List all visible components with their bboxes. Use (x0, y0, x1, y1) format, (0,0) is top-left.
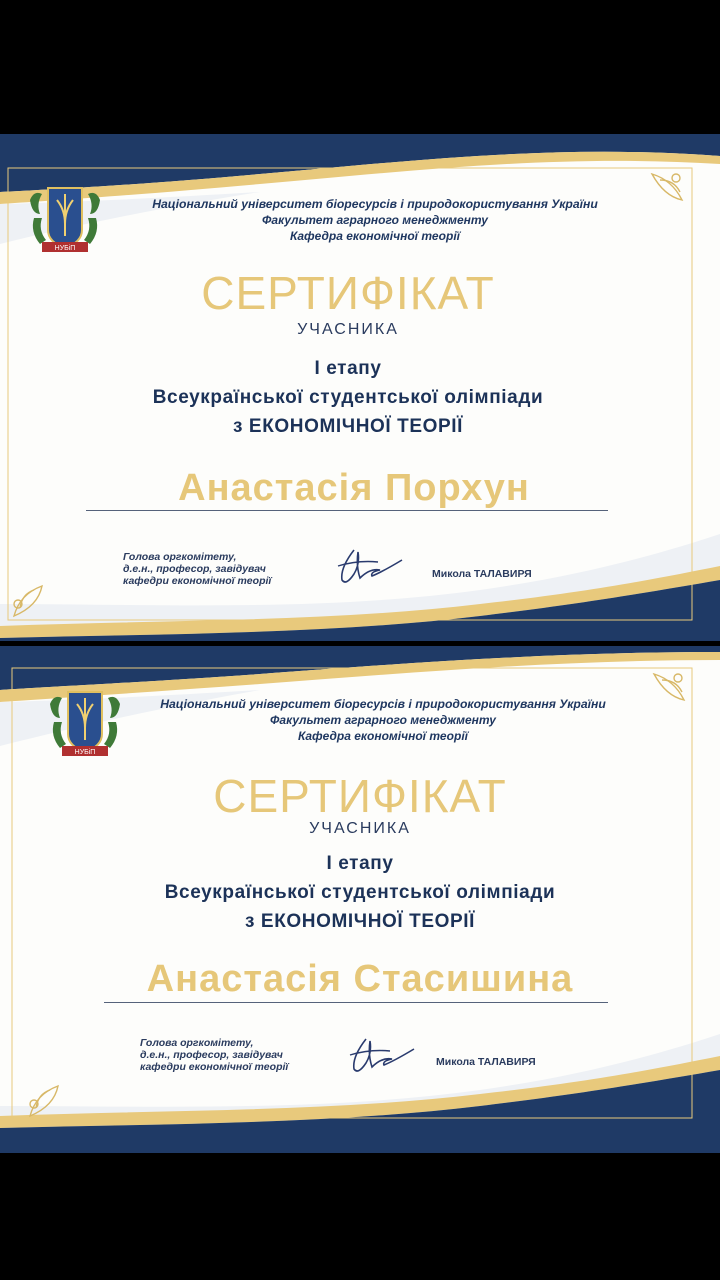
certificate-subtitle: УЧАСНИКА (309, 820, 411, 837)
university-emblem (44, 686, 126, 766)
issuer-header (118, 196, 632, 244)
certificate-subtitle: УЧАСНИКА (297, 321, 399, 338)
olympiad-text: Всеукраїнської студентської олімпіади (152, 387, 544, 408)
signature (344, 1031, 424, 1081)
signer-role-line: Голова оргкомітету, (123, 551, 237, 563)
recipient-name: Анастасія Стасишина (146, 958, 574, 1000)
signer-role-line: кафедри економічної теорії (123, 575, 272, 587)
certificate-1 (0, 134, 720, 641)
issuer-header (136, 696, 630, 744)
recipient-name: Анастасія Порхун (178, 467, 530, 509)
university-name: Національний університет біоресурсів і природокористування України (160, 697, 606, 711)
certificate-body (0, 354, 708, 441)
signature (332, 542, 412, 592)
certificate-title: СЕРТИФІКАТ (201, 267, 495, 319)
university-name: Національний університет біоресурсів і природокористування України (152, 197, 598, 211)
certificate-2 (0, 646, 720, 1153)
subject-text: з ЕКОНОМІЧНОЇ ТЕОРІЇ (233, 416, 463, 437)
svg-text:НУБіП: НУБіП (74, 749, 96, 756)
stage-text: І етапу (326, 853, 394, 874)
department-name: Кафедра економічної теорії (289, 229, 461, 243)
certificate-title: СЕРТИФІКАТ (213, 770, 507, 822)
signer-role-line: Голова оргкомітету, (140, 1037, 254, 1049)
certificate-body (0, 849, 720, 936)
faculty-name: Факультет аграрного менеджменту (270, 713, 496, 727)
signer-name: Микола ТАЛАВИРЯ (432, 568, 532, 580)
department-name: Кафедра економічної теорії (297, 729, 469, 743)
signer-role-line: д.е.н., професор, завідувач (123, 563, 266, 575)
signer-role (123, 551, 271, 587)
stage-text: І етапу (314, 358, 382, 379)
olympiad-text: Всеукраїнської студентської олімпіади (164, 882, 556, 903)
signer-role (140, 1037, 288, 1073)
subject-text: з ЕКОНОМІЧНОЇ ТЕОРІЇ (245, 911, 475, 932)
university-emblem (24, 182, 106, 262)
name-underline (86, 510, 608, 511)
signer-role-line: кафедри економічної теорії (140, 1061, 289, 1073)
name-underline (104, 1002, 608, 1003)
signer-name: Микола ТАЛАВИРЯ (436, 1056, 536, 1068)
svg-text:НУБіП: НУБіП (54, 245, 76, 252)
faculty-name: Факультет аграрного менеджменту (262, 213, 488, 227)
signer-role-line: д.е.н., професор, завідувач (140, 1049, 283, 1061)
